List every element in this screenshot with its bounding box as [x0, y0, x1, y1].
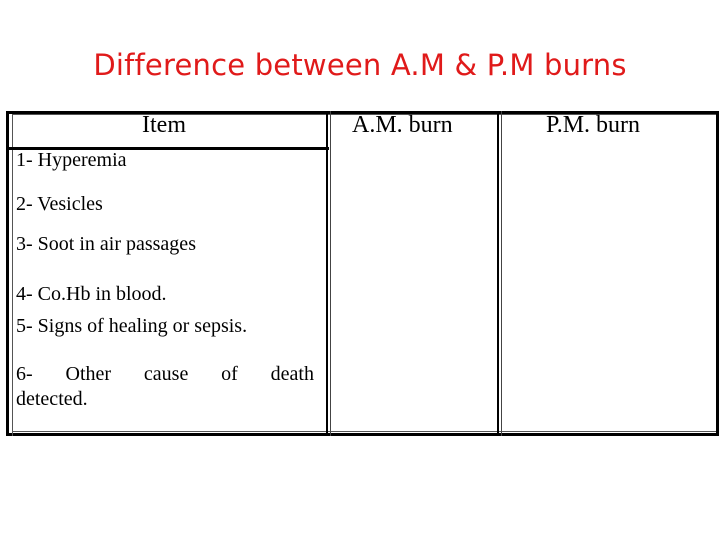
column-divider-1-inner	[330, 111, 331, 436]
item-other-cause-line2: detected.	[16, 388, 88, 410]
column-divider-2	[497, 111, 499, 436]
header-item: Item	[142, 112, 186, 138]
slide-title: Difference between A.M & P.M burns	[93, 48, 627, 82]
table-inner-left-border	[12, 114, 13, 436]
item-other-cause-line1: 6- Other cause of death	[16, 363, 314, 385]
item-hyperemia: 1- Hyperemia	[16, 149, 127, 171]
item-soot: 3- Soot in air passages	[16, 233, 196, 255]
table-right-border	[716, 111, 719, 436]
item-vesicles: 2- Vesicles	[16, 193, 103, 215]
column-divider-1	[326, 111, 328, 436]
item-other-cause	[16, 362, 314, 412]
item-cohb: 4- Co.Hb in blood.	[16, 283, 167, 305]
column-divider-2-inner	[501, 111, 502, 436]
item-healing-sepsis: 5- Signs of healing or sepsis.	[16, 315, 248, 337]
table-inner-bottom-border	[12, 431, 719, 432]
header-pm-burn: P.M. burn	[546, 112, 641, 138]
header-am-burn: A.M. burn	[352, 112, 453, 138]
